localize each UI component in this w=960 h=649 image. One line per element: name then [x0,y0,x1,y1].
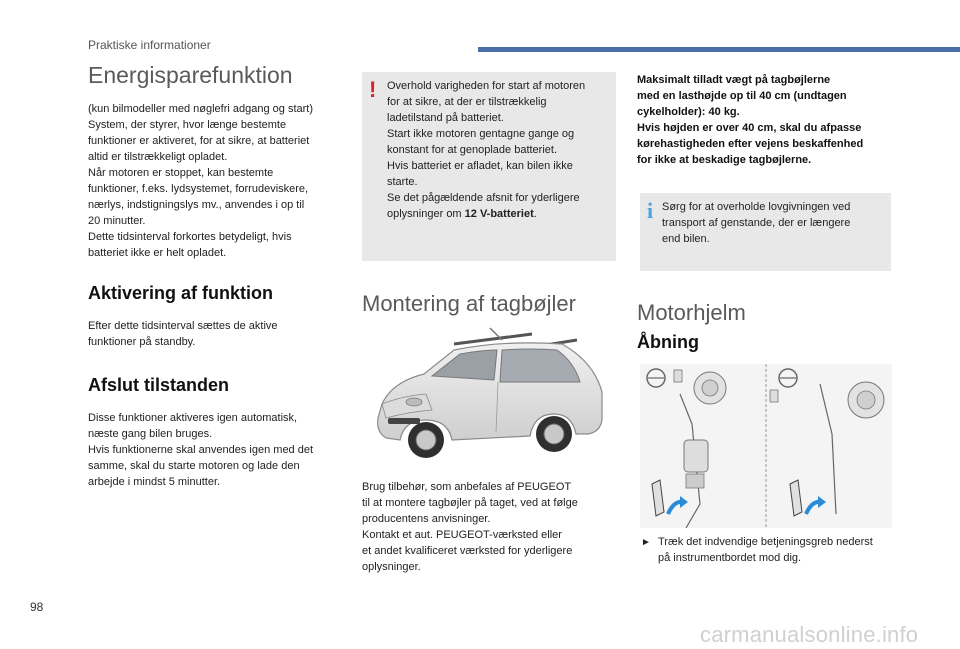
section-header: Praktiske informationer [88,38,211,52]
column-energy-saving [88,62,340,261]
column-roof-bars [362,72,616,261]
roof-load-note: Maksimalt tilladt vægt på tagbøjlerne med en lasthøjde op til 40 cm (undtagen cykelholder): 40 kg. Hvis højden er over 40 cm, skal du afpasse kørehastigheden efter vejens beskaffenhed for ikke at beskadige tagbøjlerne. [637,74,864,166]
arrow-bullet-icon: ► [641,537,651,548]
energy-saving-title: Energisparefunktion [88,62,293,88]
activation-heading: Aktivering af funktion [88,283,274,303]
energy-saving-intro: (kun bilmodeller med nøglefri adgang og start) System, der styrer, hvor længe bestemte funktioner er aktiveret, for at sikre, at batteriet altid er tilstrækkeligt opladet. Når motoren er stoppet, kan bestemte funktioner, f.eks. lydsystemet, forrudeviskere, nærlys, indstigningslys mv., anvendes i op til 20 minutter. Dette tidsinterval forkortes betydeligt, hvis batteriet ikke er helt opladet. [88,103,314,259]
exit-text: Disse funktioner aktiveres igen automatisk, næste gang bilen bruges. Hvis funktionerne skal anvendes igen med det samme, skal du starte motoren og lade den arbejde i mindst 5 minutter. [88,412,314,488]
info-text: Sørg for at overholde lovgivningen ved transport af genstande, der er længere end bilen. [662,201,851,245]
watermark: carmanualsonline.info [700,622,919,647]
info-icon: i [647,198,654,223]
exit-heading: Afslut tilstanden [88,375,230,395]
opening-heading: Åbning [637,332,699,352]
header-accent-bar [478,47,960,52]
roof-bars-body: Brug tilbehør, som anbefales af PEUGEOT til at montere tagbøjler på taget, ved at følge producentens anvisninger. Kontakt et aut. PEUGEOT-værksted eller et andet kvalificeret værksted for yderligere oplysninger. [362,481,578,573]
exit-section [88,375,340,490]
warning-bold-ref: 12 V-batteriet [464,208,534,220]
page-number: 98 [30,600,44,614]
bonnet-title: Motorhjelm [637,300,746,325]
bonnet-step-text: Træk det indvendige betjeningsgreb nederst på instrumentbordet mod dig. [658,536,873,564]
roof-bars-title: Montering af tagbøjler [362,291,576,316]
column-bonnet [637,72,893,168]
bonnet-release-illustration [640,364,892,528]
warning-box [362,72,616,261]
info-box [640,193,891,271]
car-roof-bars-illustration [362,322,616,462]
activation-text: Efter dette tidsinterval sættes de aktive funktioner på standby. [88,320,278,348]
activation-section [88,283,340,350]
warning-text: Overhold varigheden for start af motoren for at sikre, at der er tilstrækkelig ladetilstand på batteriet. Start ikke motoren gentagne gange og konstant for at genoplade batteriet. Hvis batteriet er afladet, kan bilen ikke starte. Se det pågældende afsnit for yderligere oplysninger om 12 V-batteriet. [387,80,586,220]
warning-icon: ! [369,77,377,102]
